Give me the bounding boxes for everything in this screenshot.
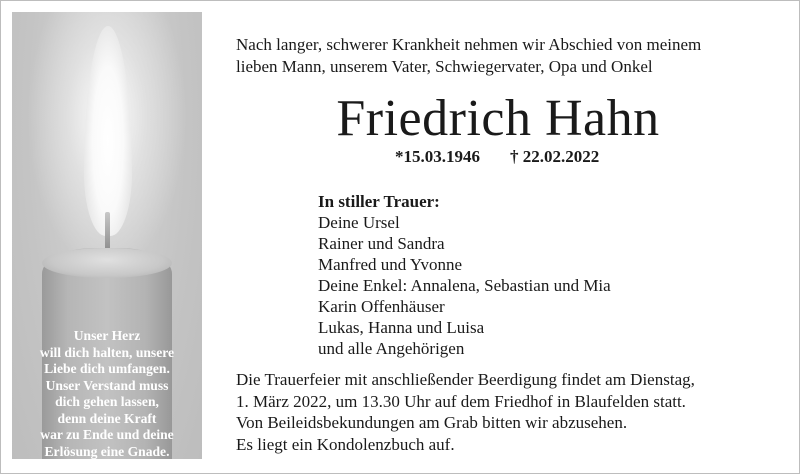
verse-line: Unser Verstand muss bbox=[45, 377, 169, 393]
intro-line: Nach langer, schwerer Krankheit nehmen wir Abschied von meinem bbox=[236, 35, 702, 54]
funeral-line: Von Beileidsbekundungen am Grab bitten wir abzusehen. bbox=[236, 413, 628, 432]
intro-text bbox=[236, 34, 776, 78]
verse-line: denn deine Kraft bbox=[57, 410, 157, 426]
mourner-line: Karin Offenhäuser bbox=[318, 297, 445, 316]
birth-date: *15.03.1946 bbox=[395, 147, 480, 166]
funeral-line: Es liegt ein Kondolenzbuch auf. bbox=[236, 434, 455, 454]
intro-line: lieben Mann, unserem Vater, Schwiegervater, Opa und Onkel bbox=[236, 57, 653, 76]
mourners-list bbox=[318, 191, 738, 359]
mourner-line: und alle Angehörigen bbox=[318, 339, 465, 358]
mourner-line: Rainer und Sandra bbox=[318, 234, 445, 253]
funeral-info bbox=[236, 369, 776, 455]
verse-line: dich gehen lassen, bbox=[55, 394, 159, 409]
verse-line: will dich halten, unsere bbox=[39, 344, 175, 360]
verse-line: Erlösung eine Gnade. bbox=[44, 443, 170, 459]
mourners-heading: In stiller Trauer: bbox=[318, 192, 440, 211]
deceased-name: Friedrich Hahn bbox=[336, 90, 660, 147]
verse-line: Unser Herz bbox=[73, 328, 141, 343]
candle-image-panel bbox=[12, 12, 202, 459]
death-date: † 22.02.2022 bbox=[510, 147, 600, 166]
funeral-line: 1. März 2022, um 13.30 Uhr auf dem Friedhof in Blaufelden statt. bbox=[236, 391, 686, 411]
candle-wick bbox=[105, 212, 110, 252]
candle-verse bbox=[24, 328, 190, 459]
life-dates bbox=[395, 147, 615, 167]
mourner-line: Lukas, Hanna und Luisa bbox=[318, 318, 485, 337]
mourner-line: Deine Enkel: Annalena, Sebastian und Mia bbox=[318, 276, 611, 295]
verse-line: Liebe dich umfangen. bbox=[44, 361, 170, 376]
funeral-line: Die Trauerfeier mit anschließender Beerdigung findet am Dienstag, bbox=[236, 370, 695, 389]
verse-line: war zu Ende und deine bbox=[40, 427, 174, 442]
candle-top bbox=[42, 248, 172, 278]
mourner-line: Manfred und Yvonne bbox=[318, 255, 463, 274]
mourner-line: Deine Ursel bbox=[318, 213, 400, 232]
